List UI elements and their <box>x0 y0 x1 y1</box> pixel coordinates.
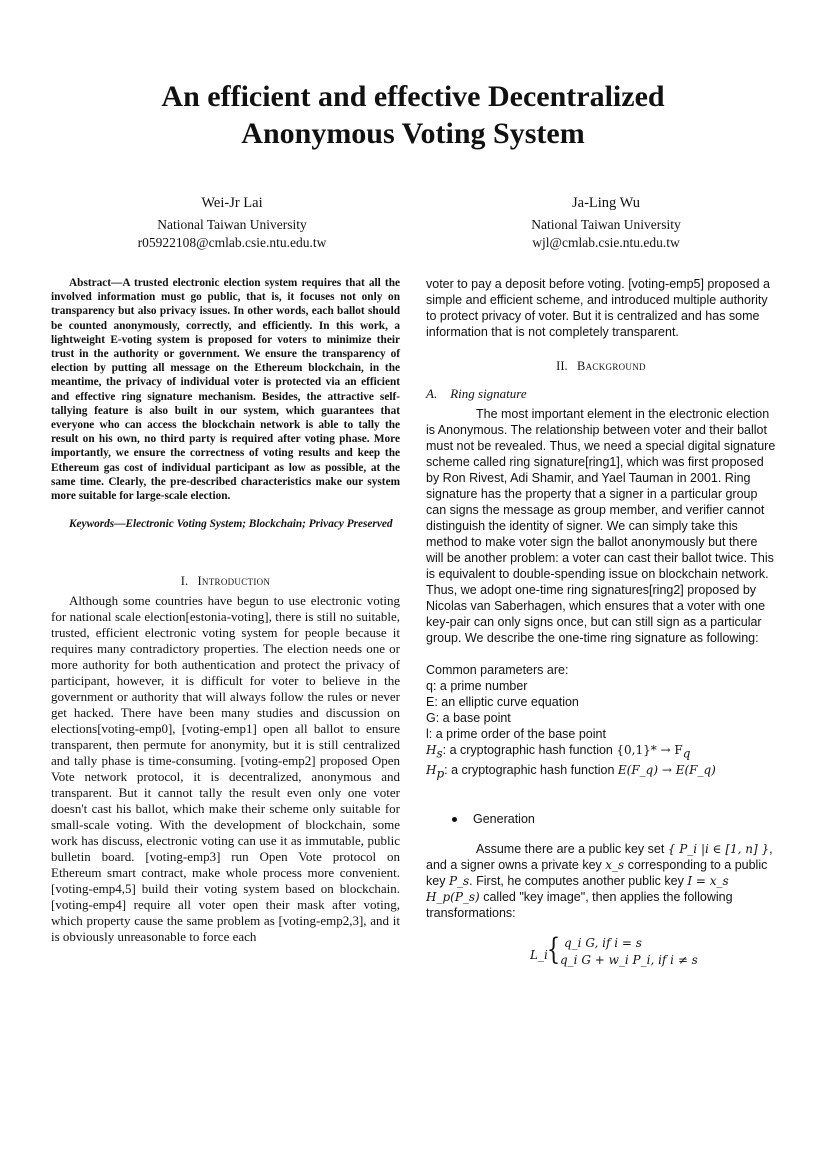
common-parameters <box>426 662 776 781</box>
bullet-icon <box>452 817 457 822</box>
left-column <box>51 276 400 945</box>
introduction-continuation: voter to pay a deposit before voting. [voting-emp5] proposed a simple and efficient scheme, and introduced multiple authority to protect privacy of voter. But it is centralized and has some information that is not completely transparent. <box>426 277 770 339</box>
subsection-heading-ring-signature <box>426 386 776 402</box>
abstract: Abstract—A trusted electronic election system requires that all the involved information must go public, that is, it focuses not only on transparency but also privacy issues. In other words, each ballot should be counted anonymously, correctly, and efficiently. In this work, a lightweight E-voting system is proposed for voters to minimize their trust in the authority or government. We ensure the transparency of election by putting all message on the Ethereum blockchain, in the meantime, the privacy of individual voter is protected via an efficient and effective ring signature mechanism. Besides, the attractive self-tallying feature is also built in our system, which guarantees that everyone who can access the blockchain network is able to tally the result on his own, no third party is required after voting phase. More importantly, we ensure the correctness of voting results and keep the Ethereum gas cost of individual participant as low as possible, at the same time. Clearly, the pre-described characteristics make our system more suitable for large-scale election. <box>51 277 400 503</box>
param-q: q: a prime number <box>426 679 528 693</box>
section-heading-introduction <box>51 573 400 589</box>
keywords: Keywords—Electronic Voting System; Blockchain; Privacy Preserved <box>69 518 393 531</box>
author-affiliation: National Taiwan University <box>157 217 307 232</box>
ring-signature-text: The most important element in the electronic election is Anonymous. The relationship between voter and their ballot must not be revealed. Thus, we need a special digital signature scheme called ring signature[ring1], which was first proposed by Ron Rivest, Adi Shamir, and Yael Tauman in 2001. Ring signature has the property that a signer in a particular group can signs the message as group member, and verifier cannot distinguish the identity of signer. We can simply take this method to make voter sign the ballot anonymously but there will be another problem: a voter can cast their ballot twice. This is equivalent to double-spending issue on blockchain network. Thus, we adopt one-time ring signatures[ring2] proposed by Nicolas van Saberhagen, which ensures that a voter with one key-pair can only signs once, but can still sign as a particular group. We describe the one-time ring signature as following: <box>426 407 776 645</box>
author-name: Wei-Jr Lai <box>201 195 263 211</box>
generation-text: Assume there are a public key set { P_i |i ∈ [1, n] }, and a signer owns a private key x_s corresponding to a public key P_s. First, he computes another public key I = x_s H_p(P_s) called "key image", then applies the following transformations: <box>426 842 773 920</box>
introduction-text: Although some countries have begun to use electronic voting for national scale election[estonia-voting], there is still no suitable, trusted, efficient electronic voting system for people because it requires many contradictory properties. The election needs one or more authority for both authentication and protect the privacy of participant, however, it is difficult for voter to believe in the government or authority that will always follow the rules or never get hacked. There have been many studies and discussion on elections[voting-emp0], [voting-emp1] open all ballot to ensure transparent, then permute for anonymity, but it is still centralized and tally phase is time-consuming. [voting-emp2] proposed Open Vote network protocol, it is decentralized, anonymous and transparent. But it cannot tally the result even only one voter doesn't cast his ballot, which make their scheme only suitable for small-scale voting. With the development of blockchain, some work has discuss, electronic voting can use it as immutable, public bulletin board. [voting-emp3] run Open Vote protocol on Ethereum smart contract, make whole process more convenient. [voting-emp4,5] build their voting system based on blockchain. [voting-emp4] require all voter open their mask after voting, which property cause the same problem as [voting-emp2,3], and it is obviously unreasonable to force each <box>51 593 400 945</box>
author-block-2 <box>456 194 756 252</box>
author-affiliation: National Taiwan University <box>531 217 681 232</box>
generation-bullet <box>452 811 776 827</box>
param-l: l: a prime order of the base point <box>426 727 606 741</box>
param-e: E: an elliptic curve equation <box>426 695 579 709</box>
param-hp: $H_p$: a cryptographic hash function E(F_q) → E(F_q) <box>426 762 716 780</box>
title-line-1: An efficient and effective Decentralized <box>161 80 665 113</box>
section-heading-background <box>426 358 776 374</box>
generation-label: Generation <box>473 812 535 826</box>
right-column <box>426 276 776 975</box>
transformation-equation <box>426 932 776 975</box>
subsection-title: Ring signature <box>450 386 527 401</box>
section-number: II. <box>556 359 568 373</box>
equation-case-1: q_i G, if i = s <box>564 936 642 950</box>
section-title: Background <box>576 359 646 373</box>
author-email: wjl@cmlab.csie.ntu.edu.tw <box>532 235 680 250</box>
param-g: G: a base point <box>426 711 511 725</box>
equation-case-2: q_i G + w_i P_i, if i ≠ s <box>560 953 698 967</box>
section-title: Introduction <box>197 574 271 589</box>
author-name: Ja-Ling Wu <box>571 195 640 211</box>
subsection-label: A. <box>426 386 438 401</box>
paper-title <box>0 78 826 152</box>
brace-icon: { <box>546 932 561 967</box>
params-heading: Common parameters are: <box>426 663 569 677</box>
equation-lhs: L_i <box>530 948 548 962</box>
author-email: r05922108@cmlab.csie.ntu.edu.tw <box>137 235 327 250</box>
section-number: I. <box>180 574 189 589</box>
author-block-1 <box>82 194 382 252</box>
title-line-2: Anonymous Voting System <box>241 117 585 150</box>
param-hs: $H_s$: a cryptographic hash function $\{0,1\}* \to F_q$ <box>426 743 691 761</box>
